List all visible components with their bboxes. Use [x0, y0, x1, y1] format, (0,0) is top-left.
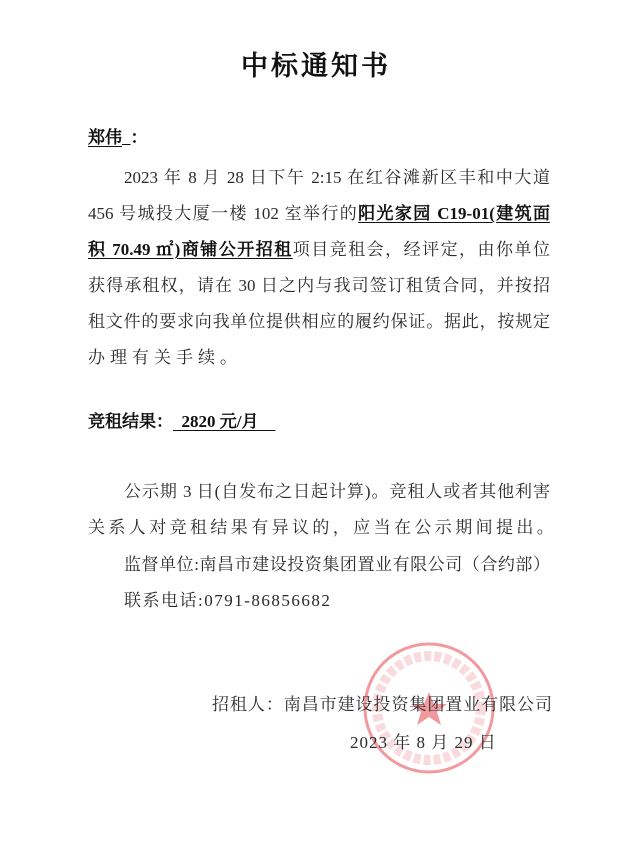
recipient-name: 郑伟	[88, 128, 122, 147]
paragraph-line: 获得承租权，请在 30 日之内与我司签订租赁合同，并按招	[88, 276, 550, 295]
paragraph-line: 办理有关手续。	[88, 348, 242, 367]
result	[88, 410, 550, 434]
contact-phone: 联系电话:0791-86856682	[124, 591, 332, 610]
project-name: 积 70.49 ㎡)商铺公开招租	[88, 240, 293, 259]
result-label: 竞租结果：	[88, 412, 173, 431]
lessor: 招租人：南昌市建设投资集团置业有限公司	[212, 695, 552, 714]
paragraph-line	[88, 202, 550, 226]
recipient-colon: ：	[130, 128, 148, 147]
signature-date: 2023 年 8 月 29 日	[350, 733, 497, 752]
text-segment: 项目竞租会，经评定，由你单位	[292, 240, 550, 259]
result-value: 2820 元/月	[181, 412, 259, 431]
paragraph-line: 公示期 3 日(自发布之日起计算)。竞租人或者其他利害	[124, 482, 550, 501]
text-segment: 456 号城投大厦一楼 102 室举行的	[88, 204, 359, 223]
paragraph-line	[88, 238, 550, 262]
page-title: 中标通知书	[241, 51, 391, 81]
recipient	[88, 126, 550, 150]
project-name: 阳光家园 C19-01(建筑面	[358, 204, 550, 223]
supervisor: 监督单位:南昌市建设投资集团置业有限公司（合约部）	[124, 555, 550, 574]
paragraph-line: 关系人对竞租结果有异议的，应当在公示期间提出。	[88, 518, 558, 537]
paragraph-line: 2023 年 8 月 28 日下午 2:15 在红谷滩新区丰和中大道	[124, 168, 550, 187]
paragraph-line: 租文件的要求向我单位提供相应的履约保证。据此，按规定	[88, 312, 550, 331]
